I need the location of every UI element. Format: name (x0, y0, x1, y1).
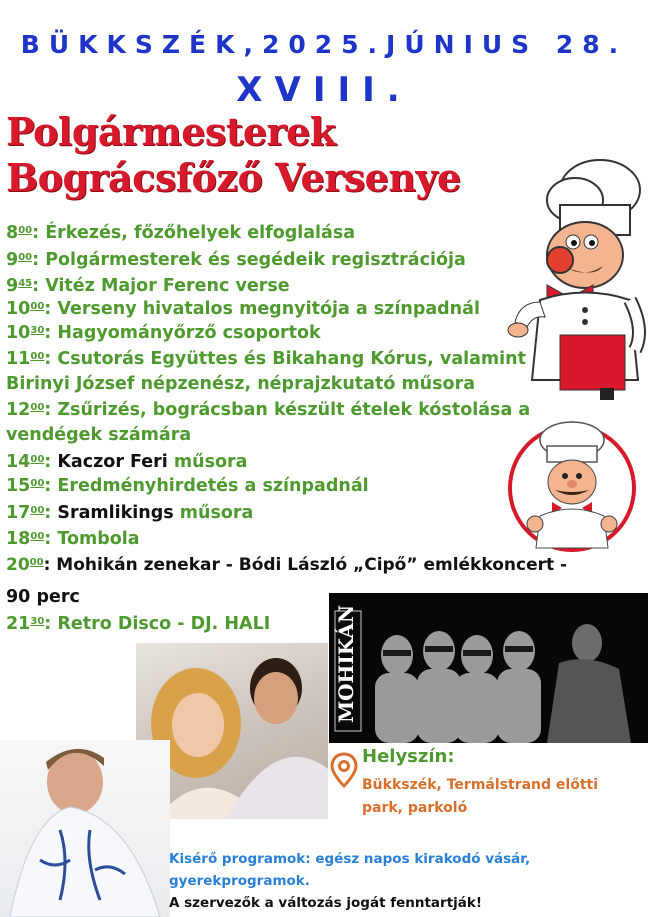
schedule-item: $14^{00}$: Kaczor Feri műsora (6, 452, 248, 472)
edition-number: XVIII. (236, 70, 412, 110)
disclaimer-text: A szervezők a változás jogát fenntartják! (169, 895, 483, 911)
schedule-item: $12^{00}$: Zsűrizés, bográcsban készült ételek kóstolása a vendégek számára (6, 400, 531, 445)
location-title: Helyszín: (362, 746, 455, 767)
schedule-item: $9^{00}$: Polgármesterek és segédeik regisztrációja (6, 250, 466, 270)
band-photo (329, 593, 648, 743)
schedule-item: $18^{00}$: Tombola (6, 529, 140, 549)
schedule-item: $20^{00}$: Mohikán zenekar - Bódi László „Cipő” emlékkoncert - (6, 555, 568, 575)
event-date-header: BÜKKSZÉK,2025.JÚNIUS 28. (20, 30, 628, 59)
side-programs-text: Kisérő programok: egész napos kirakodó vásár, (169, 851, 531, 867)
performer-photo (0, 740, 170, 917)
chef-emblem-image (505, 418, 639, 553)
schedule-item: $17^{00}$: Sramlikings műsora (6, 503, 254, 523)
chef-cartoon-image (505, 150, 648, 400)
event-title-line2: Bográcsfőző Versenye (6, 155, 461, 200)
map-pin-icon (330, 752, 358, 788)
side-programs-text-cont: gyerekprogramok. (169, 873, 310, 889)
band-logo: MOHIKÁN (334, 604, 358, 723)
location-address: Bükkszék, Termálstrand előtti (362, 777, 598, 793)
schedule-item: $15^{00}$: Eredményhirdetés a színpadnál (6, 476, 369, 496)
schedule-item: $10^{00}$: Verseny hivatalos megnyitója a színpadnál (6, 299, 480, 319)
event-title-line1: Polgármesterek (6, 109, 336, 154)
schedule-item-continuation: 90 perc (6, 587, 80, 607)
schedule-item: $10^{30}$: Hagyományőrző csoportok (6, 323, 321, 343)
schedule-item: $9^{45}$: Vitéz Major Ferenc verse (6, 276, 290, 296)
schedule-item: $8^{00}$: Érkezés, főzőhelyek elfoglalása (6, 223, 356, 243)
schedule-item: $21^{30}$: Retro Disco - DJ. HALI (6, 614, 271, 634)
location-address-cont: park, parkoló (362, 800, 468, 816)
schedule-item: $11^{00}$: Csutorás Együttes és Bikahang Kórus, valamint Birinyi József népzenész, néprajzkutató műsora (6, 349, 526, 394)
